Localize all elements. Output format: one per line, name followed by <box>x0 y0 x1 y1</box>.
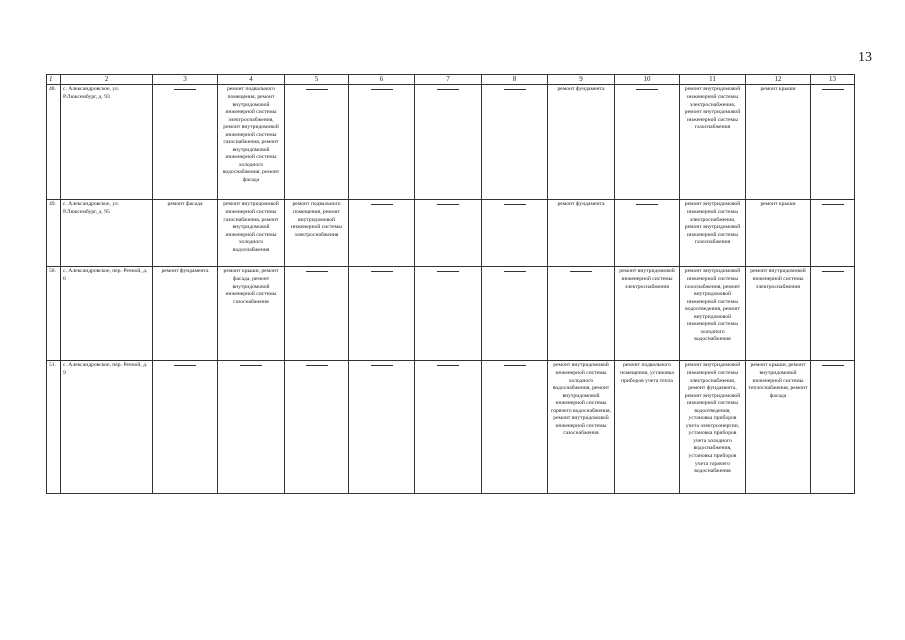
dash-mark <box>240 365 262 366</box>
dash-mark <box>371 89 393 90</box>
work-type-cell: ремонт фасада <box>153 200 218 267</box>
work-type-cell: ремонт крыши, ремонт внутридомовой инженерной системы теплоснабжения, ремонт фасада <box>746 361 811 494</box>
address-cell: с. Александровское, пер. Речной, д. 6 <box>61 267 153 361</box>
work-type-cell: ремонт внутридомовой инженерной системы электроснабжения <box>746 267 811 361</box>
row-number: 50. <box>47 267 61 361</box>
column-header: 11 <box>680 75 746 85</box>
work-type-cell: ремонт внутридомовой инженерной системы газоснабжения, ремонт внутридомовой инженерной системы холодного водоснабжения <box>218 200 285 267</box>
work-type-cell: ремонт внутридомовой инженерной системы электроснабжения <box>615 267 680 361</box>
dash-mark <box>437 271 459 272</box>
dash-mark <box>822 365 844 366</box>
dash-mark <box>504 204 526 205</box>
dash-mark <box>636 204 658 205</box>
empty-cell <box>615 200 680 267</box>
empty-cell <box>153 85 218 200</box>
column-header: 6 <box>349 75 415 85</box>
empty-cell <box>415 267 482 361</box>
work-type-cell: ремонт крыши <box>746 200 811 267</box>
dash-mark <box>371 204 393 205</box>
column-header: 4 <box>218 75 285 85</box>
empty-cell <box>811 85 855 200</box>
column-header: 8 <box>482 75 548 85</box>
dash-mark <box>570 271 592 272</box>
empty-cell <box>349 267 415 361</box>
empty-cell <box>615 85 680 200</box>
dash-mark <box>822 204 844 205</box>
address-cell: с. Александровское, ул. Р.Люксембург, д. 93 <box>61 85 153 200</box>
empty-cell <box>548 267 615 361</box>
empty-cell <box>349 200 415 267</box>
row-number: 51. <box>47 361 61 494</box>
work-type-cell: ремонт подвального помещения, ремонт внутридомовой инженерной системы электроснабжения <box>285 200 349 267</box>
column-header: 1 <box>47 75 61 85</box>
column-header: 9 <box>548 75 615 85</box>
table-row <box>47 361 855 494</box>
table-row <box>47 267 855 361</box>
empty-cell <box>482 361 548 494</box>
scan-artifact-bottom <box>0 626 905 634</box>
dash-mark <box>306 271 328 272</box>
empty-cell <box>218 361 285 494</box>
table-row <box>47 85 855 200</box>
work-type-cell: ремонт крыши <box>746 85 811 200</box>
dash-mark <box>174 365 196 366</box>
empty-cell <box>349 85 415 200</box>
dash-mark <box>822 89 844 90</box>
scan-artifact-top <box>0 8 905 16</box>
page-number: 13 <box>858 50 872 65</box>
column-header: 13 <box>811 75 855 85</box>
work-type-cell: ремонт подвального помещения, ремонт внутридомовой инженерной системы электроснабжения, ремонт внутридомовой инженерной системы газоснабжения, ремонт внутридомовой инженерной системы холодного водоснабжения, ремонт фасада <box>218 85 285 200</box>
work-type-cell: ремонт подвального помещения, установка приборов учета тепла <box>615 361 680 494</box>
dash-mark <box>371 271 393 272</box>
dash-mark <box>437 204 459 205</box>
column-header: 5 <box>285 75 349 85</box>
address-cell: с. Александровское, пер. Речной, д. 9 <box>61 361 153 494</box>
empty-cell <box>415 85 482 200</box>
work-type-cell: ремонт внутридомовой инженерной системы электроснабжения, ремонт внутридомовой инженерной системы газоснабжения <box>680 85 746 200</box>
header-row <box>47 75 855 85</box>
dash-mark <box>636 89 658 90</box>
empty-cell <box>285 361 349 494</box>
dash-mark <box>306 89 328 90</box>
work-type-cell: ремонт фундамента <box>548 200 615 267</box>
dash-mark <box>174 89 196 90</box>
column-header: 12 <box>746 75 811 85</box>
table-row <box>47 200 855 267</box>
repair-schedule-table <box>46 74 855 494</box>
empty-cell <box>482 85 548 200</box>
dash-mark <box>504 271 526 272</box>
empty-cell <box>415 361 482 494</box>
dash-mark <box>437 365 459 366</box>
column-header: 10 <box>615 75 680 85</box>
empty-cell <box>349 361 415 494</box>
empty-cell <box>811 200 855 267</box>
empty-cell <box>285 85 349 200</box>
empty-cell <box>153 361 218 494</box>
empty-cell <box>482 200 548 267</box>
column-header: 2 <box>61 75 153 85</box>
empty-cell <box>811 361 855 494</box>
work-type-cell: ремонт внутридомовой инженерной системы газоснабжения, ремонт внутридомовой инженерной системы водоотведения, ремонт внутридомовой инженерной системы холодного водоснабжения <box>680 267 746 361</box>
work-type-cell: ремонт крыши, ремонт фасада, ремонт внутридомовой инженерной системы газоснабжения <box>218 267 285 361</box>
address-cell: с. Александровское, ул. Р.Люксембург, д. 95 <box>61 200 153 267</box>
work-type-cell: ремонт внутридомовой инженерной системы электроснабжения, ремонт внутридомовой инженерной системы газоснабжения <box>680 200 746 267</box>
work-type-cell: ремонт фундамента <box>153 267 218 361</box>
empty-cell <box>811 267 855 361</box>
row-number: 49. <box>47 200 61 267</box>
empty-cell <box>482 267 548 361</box>
row-number: 48. <box>47 85 61 200</box>
work-type-cell: ремонт внутридомовой инженерной системы холодного водоснабжения, ремонт внутридомовой инженерной системы горячего водоснабжения, ремонт внутридомовой инженерной системы газоснабжения <box>548 361 615 494</box>
empty-cell <box>285 267 349 361</box>
dash-mark <box>371 365 393 366</box>
dash-mark <box>504 365 526 366</box>
work-type-cell: ремонт фундамента <box>548 85 615 200</box>
dash-mark <box>306 365 328 366</box>
work-type-cell: ремонт внутридомовой инженерной системы электроснабжения, ремонт фундамента, ремонт внутридомовой инженерной системы водоотведения, установка приборов учета электроэнергии, установка приборов учета холодного водоснабжения, установка приборов учета горячего водоснабжения <box>680 361 746 494</box>
dash-mark <box>822 271 844 272</box>
dash-mark <box>437 89 459 90</box>
column-header: 7 <box>415 75 482 85</box>
dash-mark <box>504 89 526 90</box>
column-header: 3 <box>153 75 218 85</box>
empty-cell <box>415 200 482 267</box>
